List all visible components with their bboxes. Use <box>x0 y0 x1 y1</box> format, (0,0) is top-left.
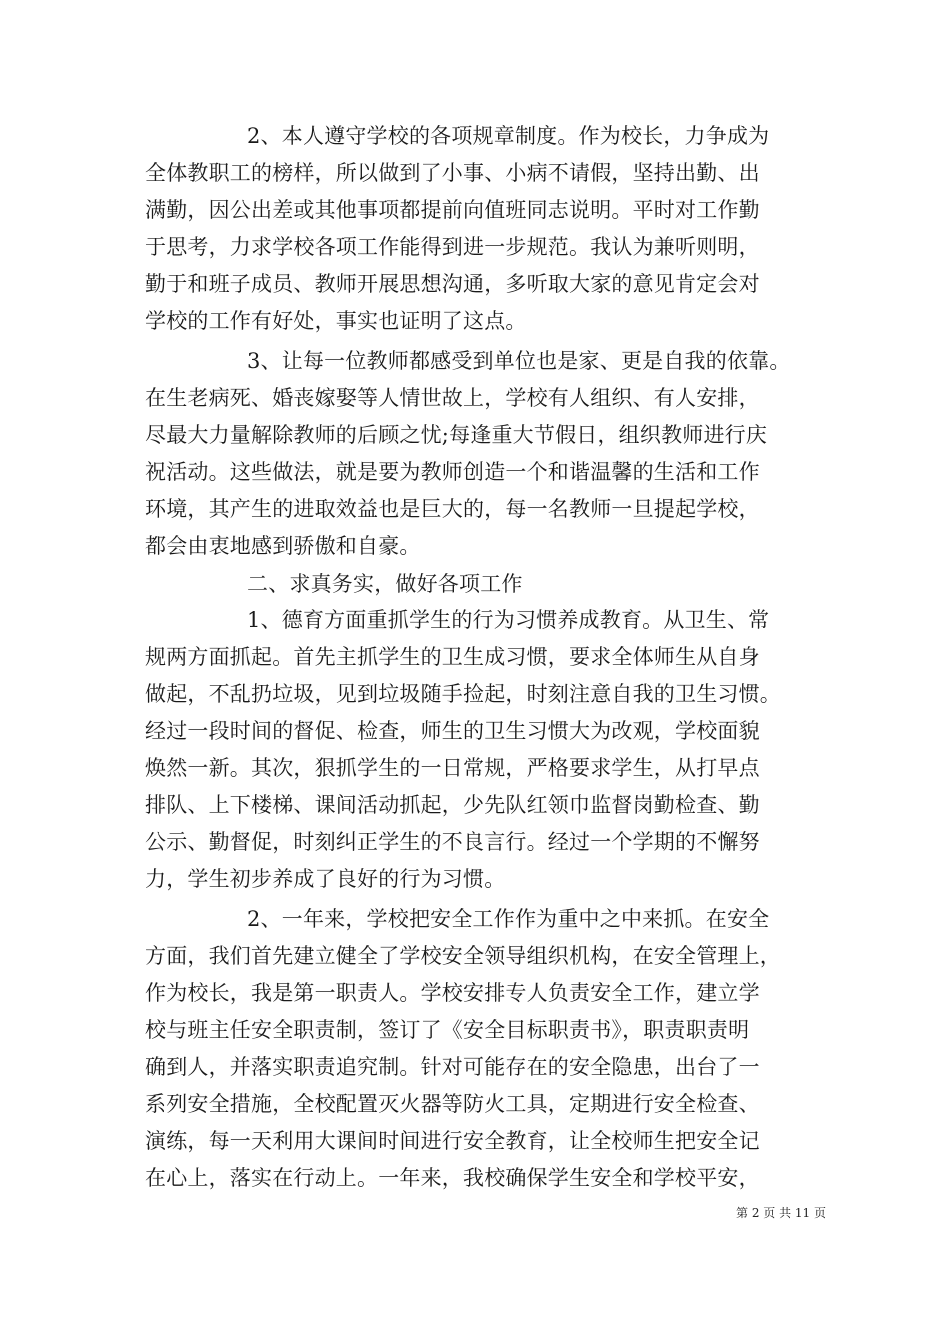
text-line: 系列安全措施，全校配置灭火器等防火工具，定期进行安全检查、 <box>145 1092 760 1116</box>
text-line: 全体教职工的榜样，所以做到了小事、小病不请假，坚持出勤、出 <box>145 161 760 185</box>
text-line: 方面，我们首先建立健全了学校安全领导组织机构，在安全管理上， <box>145 944 781 968</box>
text-line: 环境，其产生的进取效益也是巨大的，每一名教师一旦提起学校， <box>145 497 760 521</box>
text-line: 2、本人遵守学校的各项规章制度。作为校长，力争成为 <box>247 124 770 148</box>
text-line: 作为校长，我是第一职责人。学校安排专人负责安全工作，建立学 <box>145 981 760 1005</box>
text-line: 尽最大力量解除教师的后顾之忧;每逢重大节假日，组织教师进行庆 <box>145 423 768 447</box>
text-line: 在心上，落实在行动上。一年来，我校确保学生安全和学校平安， <box>145 1166 760 1190</box>
text-line: 确到人，并落实职责追究制。针对可能存在的安全隐患，出台了一 <box>145 1055 760 1079</box>
text-line: 祝活动。这些做法，就是要为教师创造一个和谐温馨的生活和工作 <box>145 460 760 484</box>
text-line: 力，学生初步养成了良好的行为习惯。 <box>145 867 506 891</box>
text-line: 满勤，因公出差或其他事项都提前向值班同志说明。平时对工作勤 <box>145 198 760 222</box>
text-line: 焕然一新。其次，狠抓学生的一日常规，严格要求学生，从打早点 <box>145 756 760 780</box>
text-line: 1、德育方面重抓学生的行为习惯养成教育。从卫生、常 <box>247 608 770 632</box>
text-line: 校与班主任安全职责制，签订了《安全目标职责书》，职责职责明 <box>145 1018 750 1042</box>
text-line: 排队、上下楼梯、课间活动抓起，少先队红领巾监督岗勤检查、勤 <box>145 793 760 817</box>
text-line: 学校的工作有好处，事实也证明了这点。 <box>145 309 527 333</box>
text-line: 于思考，力求学校各项工作能得到进一步规范。我认为兼听则明， <box>145 235 760 259</box>
text-line: 做起，不乱扔垃圾，见到垃圾随手捡起，时刻注意自我的卫生习惯。 <box>145 682 781 706</box>
text-line: 勤于和班子成员、教师开展思想沟通，多听取大家的意见肯定会对 <box>145 272 760 296</box>
text-line: 公示、勤督促，时刻纠正学生的不良言行。经过一个学期的不懈努 <box>145 830 760 854</box>
text-line: 规两方面抓起。首先主抓学生的卫生成习惯，要求全体师生从自身 <box>145 645 760 669</box>
section-heading: 二、求真务实，做好各项工作 <box>247 572 523 596</box>
page-number: 第 2 页 共 11 页 <box>736 1206 826 1220</box>
text-line: 2、一年来，学校把安全工作作为重中之中来抓。在安全 <box>247 907 770 931</box>
text-line: 在生老病死、婚丧嫁娶等人情世故上，学校有人组织、有人安排， <box>145 386 760 410</box>
text-line: 演练，每一天利用大课间时间进行安全教育，让全校师生把安全记 <box>145 1129 760 1153</box>
text-line: 经过一段时间的督促、检查，师生的卫生习惯大为改观，学校面貌 <box>145 719 760 743</box>
text-line: 3、让每一位教师都感受到单位也是家、更是自我的依靠。 <box>247 349 791 373</box>
text-line: 都会由衷地感到骄傲和自豪。 <box>145 534 421 558</box>
